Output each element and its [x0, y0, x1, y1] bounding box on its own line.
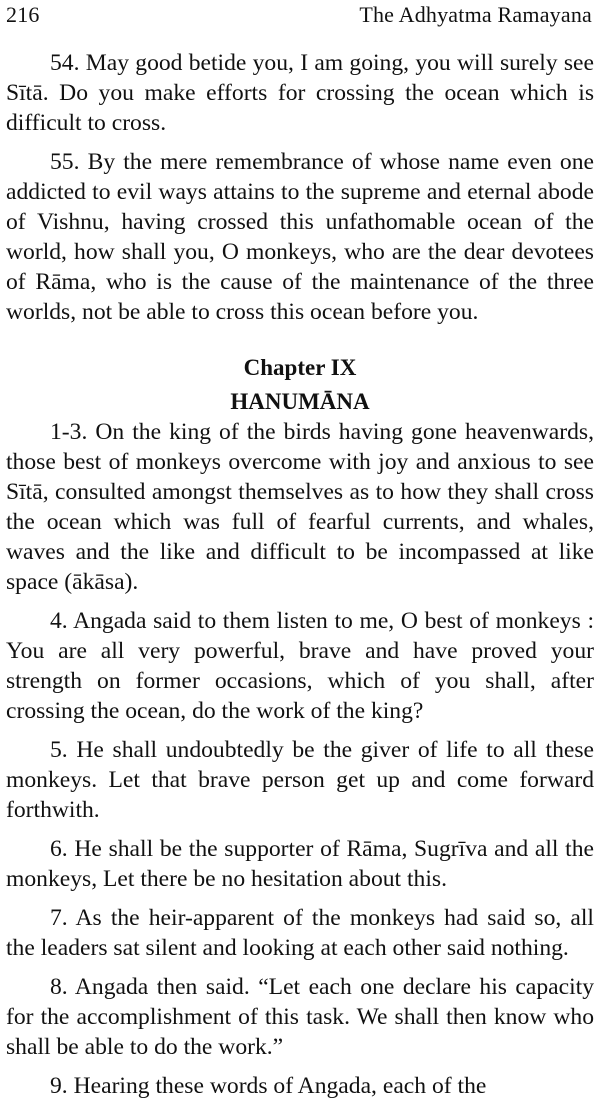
verse-paragraph: 6. He shall be the supporter of Rāma, Sugrīva and all the monkeys, Let there be no hesitation about this. [6, 836, 594, 892]
verse-paragraph: 5. He shall undoubtedly be the giver of life to all these monkeys. Let that brave person get up and come forward forthwith. [6, 737, 594, 823]
running-title: The Adhyatma Ramayana [359, 2, 592, 27]
verse-paragraph: 8. Angada then said. “Let each one declare his capacity for the accomplishment of this task. We shall then know who shall be able to do the work.” [6, 974, 594, 1060]
verse-paragraph: 54. May good betide you, I am going, you will surely see Sītā. Do you make efforts for crossing the ocean which is difficult to cross. [6, 50, 594, 136]
verse-paragraph: 7. As the heir-apparent of the monkeys had said so, all the leaders sat silent and looking at each other said nothing. [6, 905, 594, 961]
page-body [6, 48, 594, 1101]
chapter-heading [6, 353, 594, 417]
verse-paragraph: 9. Hearing these words of Angada, each of the [50, 1073, 487, 1099]
page-number: 216 [6, 2, 40, 27]
page-header [6, 2, 592, 32]
chapter-title: HANUMĀNA [230, 389, 370, 414]
verse-paragraph: 1-3. On the king of the birds having gone heavenwards, those best of monkeys overcome with joy and anxious to see Sītā, consulted amongst themselves as to how they shall cross the ocean which was full of fearful currents, and whales, waves and the like and difficult to be incompassed at like space (ākāsa). [6, 419, 594, 595]
chapter-number: Chapter IX [243, 355, 357, 380]
verse-paragraph: 55. By the mere remembrance of whose name even one addicted to evil ways attains to the supreme and eternal abode of Vishnu, having crossed this unfathomable ocean of the world, how shall you, O monkeys, who are the dear devotees of Rāma, who is the cause of the maintenance of the three worlds, not be able to cross this ocean before you. [6, 149, 594, 325]
verse-paragraph: 4. Angada said to them listen to me, O best of monkeys : You are all very powerful, brave and have proved your strength on former occasions, which of you shall, after crossing the ocean, do the work of the king? [6, 608, 594, 724]
